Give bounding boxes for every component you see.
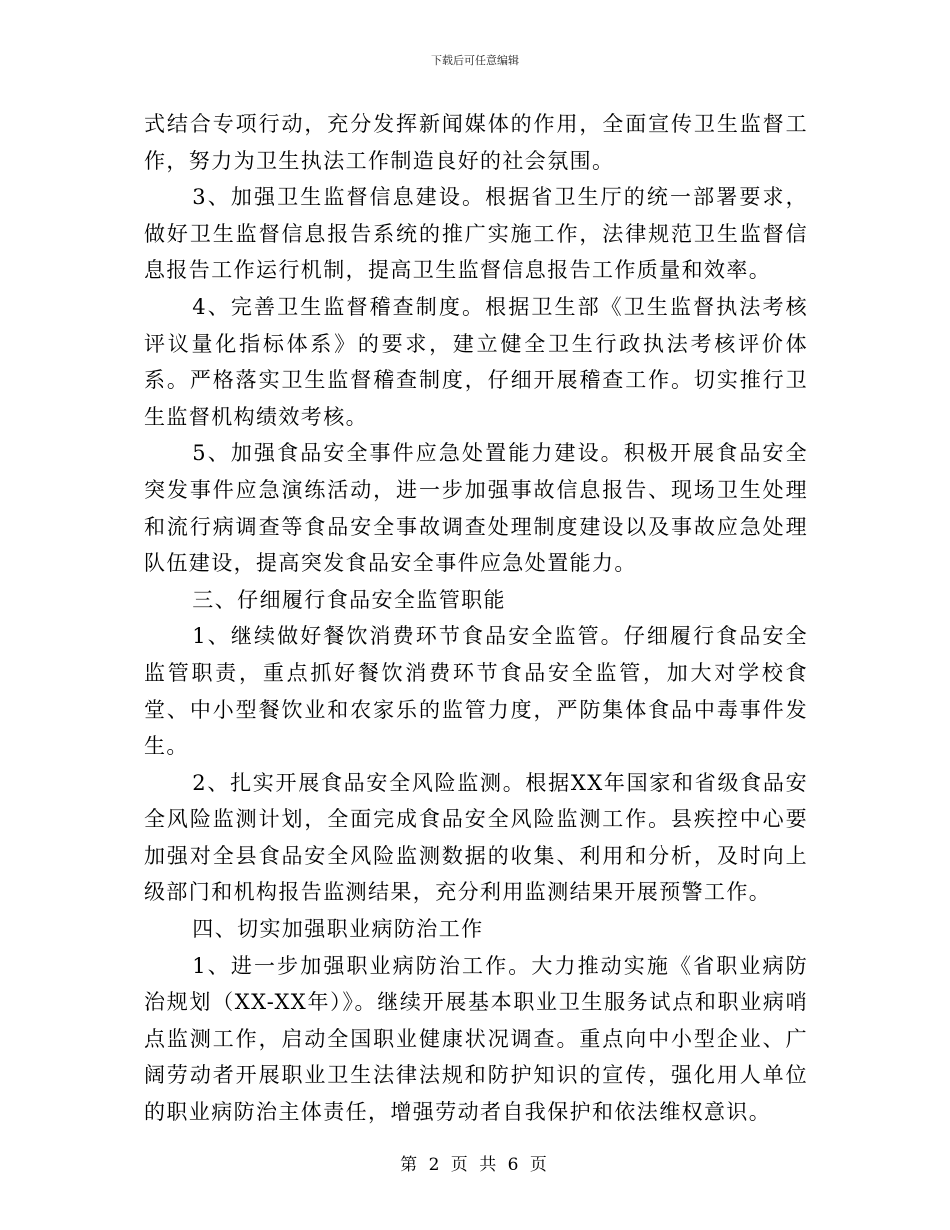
paragraph-item-3: 3、加强卫生监督信息建设。根据省卫生厅的统一部署要求，做好卫生监督信息报告系统的推广实施工作，法律规范卫生监督信息报告工作运行机制，提高卫生监督信息报告工作质量和效率。 [144,185,808,283]
paragraph-food-2: 2、扎实开展食品安全风险监测。根据XX年国家和省级食品安全风险监测计划，全面完成食品安全风险监测工作。县疾控中心要加强对全县食品安全风险监测数据的收集、利用和分析，及时向上级部门和机构报告监测结果，充分利用监测结果开展预警工作。 [144,770,808,905]
section-heading-4: 四、切实加强职业病防治工作 [192,917,484,942]
paragraph-item-5: 5、加强食品安全事件应急处置能力建设。积极开展食品安全突发事件应急演练活动，进一步加强事故信息报告、现场卫生处理和流行病调查等食品安全事故调查处理制度建设以及事故应急处理队伍建设，提高突发食品安全事件应急处置能力。 [144,441,808,576]
paragraph-continuation: 式结合专项行动，充分发挥新闻媒体的作用，全面宣传卫生监督工作，努力为卫生执法工作制造良好的社会氛围。 [144,112,808,173]
document-body [144,106,808,1131]
section-heading-3: 三、仔细履行食品安全监管职能 [192,587,506,612]
paragraph-occupational-1: 1、进一步加强职业病防治工作。大力推动实施《省职业病防治规划（XX-XX年）》。继续开展基本职业卫生服务试点和职业病哨点监测工作，启动全国职业健康状况调查。重点向中小型企业、广阔劳动者开展职业卫生法律法规和防护知识的宣传，强化用人单位的职业病防治主体责任，增强劳动者自我保护和依法维权意识。 [144,953,808,1125]
paragraph-food-1: 1、继续做好餐饮消费环节食品安全监管。仔细履行食品安全监管职责，重点抓好餐饮消费环节食品安全监管，加大对学校食堂、中小型餐饮业和农家乐的监管力度，严防集体食品中毒事件发生。 [144,624,808,759]
paragraph-item-4: 4、完善卫生监督稽查制度。根据卫生部《卫生监督执法考核评议量化指标体系》的要求，建立健全卫生行政执法考核评价体系。严格落实卫生监督稽查制度，仔细开展稽查工作。切实推行卫生监督机构绩效考核。 [144,294,808,429]
page-number: 第 2 页 共 6 页 [400,1155,550,1175]
page-header-note: 下载后可任意编辑 [431,54,519,67]
